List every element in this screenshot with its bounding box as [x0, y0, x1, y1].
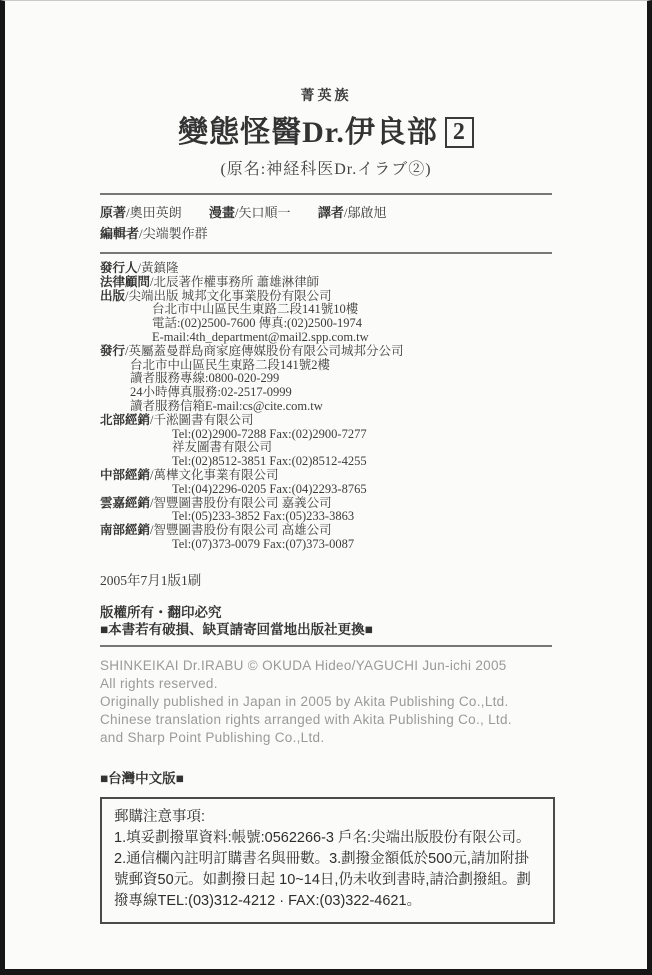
slash-separator: / — [343, 205, 348, 220]
pub-line-south-dist — [100, 524, 552, 538]
pub-value: E-mail:4th_department@mail2.spp.com.tw — [152, 329, 369, 344]
mail-order-box — [100, 797, 555, 924]
slash-separator: / — [150, 495, 154, 510]
credits-row-2 — [100, 223, 552, 244]
pub-value: 電話:(02)2500-7600 傳真:(02)2500-1974 — [152, 316, 363, 331]
book-title-text: 變態怪醫Dr.伊良部 — [178, 116, 438, 149]
pub-value: 台北市中山區民生東路二段141號2樓 — [130, 357, 331, 372]
credit-value: 鄔啟旭 — [347, 205, 387, 220]
pub-value: Tel:(07)373-0079 Fax:(07)373-0087 — [172, 536, 355, 551]
credit-label: 編輯者 — [100, 226, 140, 241]
pub-line-email — [100, 331, 552, 345]
pub-label: 中部經銷 — [100, 467, 151, 482]
credit-label: 原著 — [100, 205, 127, 220]
mail-order-heading: 郵購注意事項: — [114, 808, 206, 825]
taiwan-edition-label: ■台灣中文版■ — [100, 770, 184, 786]
divider-rights — [100, 645, 552, 647]
mail-order-body: 1.填妥劃撥單資料:帳號:0562266-3 戶名:尖端出版股份有限公司。2.通信欄內註明訂購書名與冊數。3.劃撥金額低於500元,請加附掛號郵資50元。如劃撥日起 10~14日,仍未收到書時,請洽劃撥組。劃撥專線TEL:(03)312-4212 · FAX:(03)322-4621。 — [114, 829, 531, 909]
divider-top — [100, 193, 552, 195]
credit-author — [100, 205, 182, 220]
pub-value: 祥友圖書有限公司 — [172, 440, 273, 455]
pub-value: 24小時傳真服務:02-2517-0999 — [130, 385, 292, 400]
slash-separator: / — [150, 523, 154, 538]
colophon-content — [5, 1, 647, 924]
pub-line-central-dist — [100, 469, 552, 483]
english-copyright-line: Originally published in Japan in 2005 by Akita Publishing Co.,Ltd. — [100, 693, 509, 709]
rights-block — [100, 604, 552, 638]
pub-label: 發行人 — [100, 261, 138, 275]
slash-separator: / — [234, 205, 239, 220]
pub-line-publisher-person — [100, 262, 552, 276]
publishing-block — [100, 262, 552, 552]
divider-credits — [100, 252, 552, 254]
pub-line-telfax — [100, 483, 552, 497]
pub-value: 智豐圖書股份有限公司 嘉義公司 — [153, 495, 332, 510]
pub-line-distributor — [100, 345, 552, 359]
english-copyright-block — [100, 657, 552, 747]
credit-label: 漫畫 — [208, 205, 235, 220]
pub-value: 萬樺文化事業有限公司 — [153, 467, 279, 482]
pub-value: 智豐圖書股份有限公司 高雄公司 — [153, 523, 332, 538]
english-copyright-line: and Sharp Point Publishing Co.,Ltd. — [100, 729, 325, 745]
pub-label: 北部經銷 — [100, 412, 151, 427]
english-copyright-line: SHINKEIKAI Dr.IRABU © OKUDA Hideo/YAGUCHI Jun-ichi 2005 — [100, 657, 507, 673]
volume-badge: 2 — [445, 117, 474, 148]
slash-separator: / — [150, 274, 154, 289]
pub-value: Tel:(02)2900-7288 Fax:(02)2900-7277 — [172, 426, 367, 441]
pub-value: 讀者服務信箱E-mail:cs@cite.com.tw — [130, 398, 323, 413]
slash-separator: / — [139, 226, 143, 241]
pub-line-legal — [100, 276, 552, 290]
pub-line-company — [100, 441, 552, 455]
pub-label: 出版 — [100, 288, 126, 303]
pub-line-service-email — [100, 400, 552, 414]
credit-artist — [209, 205, 291, 220]
credit-value: 矢口順一 — [238, 205, 291, 220]
credit-label: 譯者 — [317, 205, 344, 220]
english-copyright-line: Chinese translation rights arranged with Akita Publishing Co., Ltd. — [100, 711, 512, 727]
pub-value: Tel:(04)2296-0205 Fax:(04)2293-8765 — [172, 481, 367, 496]
slash-separator: / — [150, 467, 154, 482]
pub-line-telfax — [100, 428, 552, 442]
credits-row-1 — [100, 202, 552, 223]
pub-line-phone — [100, 317, 552, 331]
credit-translator — [318, 205, 387, 220]
copyright-notice: 版權所有・翻印必究 — [100, 604, 222, 620]
pub-label: 南部經銷 — [100, 523, 151, 538]
pub-value: 英屬蓋曼群島商家庭傳媒股份有限公司城邦分公司 — [128, 343, 404, 358]
pub-line-telfax — [100, 538, 552, 552]
slash-separator: / — [150, 412, 154, 427]
pub-line-fax-service — [100, 386, 552, 400]
english-copyright-line: All rights reserved. — [100, 675, 218, 691]
series-label: 菁英族 — [300, 89, 352, 104]
pub-value: 台北市中山區民生東路二段141號10樓 — [152, 302, 359, 317]
slash-separator: / — [125, 288, 129, 303]
slash-separator: / — [137, 261, 141, 275]
credit-value: 奧田英朗 — [129, 205, 182, 220]
pub-value: 黃鎮隆 — [141, 261, 179, 275]
pub-value: 讀者服務專線:0800-020-299 — [130, 371, 280, 386]
book-title — [100, 107, 552, 151]
original-title: (原名:神経科医Dr.イラブ②) — [220, 161, 432, 178]
pub-value: Tel:(02)8512-3851 Fax:(02)8512-4255 — [172, 454, 367, 469]
pub-value: Tel:(05)233-3852 Fax:(05)233-3863 — [172, 509, 355, 524]
slash-separator: / — [125, 343, 129, 358]
pub-line-yunjia-dist — [100, 497, 552, 511]
credit-editor — [100, 226, 208, 241]
pub-label: 雲嘉經銷 — [100, 495, 151, 510]
pub-line-north-dist — [100, 414, 552, 428]
pub-label: 法律顧問 — [100, 274, 151, 289]
credits-block — [100, 202, 552, 244]
damage-notice: ■本書若有破損、缺頁請寄回當地出版社更換■ — [100, 621, 373, 637]
credit-value: 尖端製作群 — [142, 226, 208, 241]
pub-label: 發行 — [100, 343, 126, 358]
slash-separator: / — [126, 205, 130, 220]
edition-date: 2005年7月1版1刷 — [100, 572, 202, 588]
pub-line-telfax — [100, 455, 552, 469]
pub-value: 千淞圖書有限公司 — [153, 412, 254, 427]
pub-value: 北辰著作權事務所 蕭雄淋律師 — [153, 274, 320, 289]
pub-value: 尖端出版 城邦文化事業股份有限公司 — [128, 288, 332, 303]
